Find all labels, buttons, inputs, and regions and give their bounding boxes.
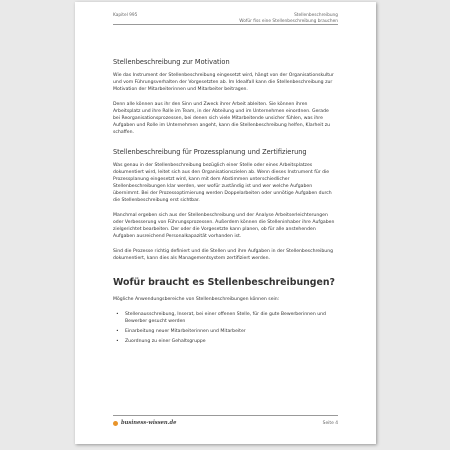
header-divider (113, 24, 338, 25)
section-heading-wofuer: Wofür braucht es Stellenbeschreibungen? (113, 277, 335, 288)
paragraph: Denn alle können aus ihr den Sinn und Zweck ihrer Arbeit ableiten. Sie können ihren Arbeitsplatz und ihre Rolle im Team, in der Abteilung und im Unternehmen einordnen. Gerade bei Reorganisationsprozessen, bei denen sich viele Mitarbeitende unsicher fühlen, was ihre Aufgaben und Rolle im Unternehmen angeht, kann die Stellenbeschreibung helfen, Klarheit zu schaffen. (113, 102, 331, 135)
paragraph: Was genau in der Stellenbeschreibung bezüglich einer Stelle oder eines Arbeitsplatzes dokumentiert wird, leitet sich aus den Organisationszielen ab. Wenn dieses Instrument für die Prozessplanung eingesetzt wird, kann mit dem Abstimmen unterschiedlicher Stellenbeschreibungen klar werden, wer wofür zuständig ist und wer welche Aufgaben übernimmt. Bei der Prozessoptimierung werden Doppelarbeiten oder unnötige Aufgaben durch die Stellenbeschreibung erst sichtbar. (113, 163, 332, 203)
header-title (239, 13, 338, 24)
section-heading-prozess: Stellenbeschreibung für Prozessplanung und Zertifizierung (113, 148, 307, 156)
header-chapter: Kapitel 995 (113, 13, 138, 18)
paragraph-intro: Mögliche Anwendungsbereiche von Stellenbeschreibungen können sein: (113, 297, 280, 302)
paragraph: Sind die Prozesse richtig definiert und die Stellen und ihre Aufgaben in der Stellenbeschreibung dokumentiert, kann dies als Managementsystem zertifiziert werden. (113, 249, 334, 261)
logo-dot-icon (113, 421, 118, 426)
bullet-list (113, 311, 336, 345)
document-page (75, 2, 376, 444)
header-title-line2: Wofür fiss eine Stellenbeschreibung brauchen (239, 18, 338, 24)
header-title-line1: Stellenbeschreibung (294, 13, 338, 18)
footer-logo (113, 420, 176, 426)
page-content (113, 58, 336, 348)
list-item: • Stellenausschreibung, Inserat, bei einer offenen Stelle, für die gute Bewerberinnen und Bewerber gesucht werden (113, 311, 336, 325)
footer-divider (113, 415, 338, 416)
paragraph: Manchmal ergeben sich aus der Stellenbeschreibung und der Analyse Arbeitserleichterungen oder Verbesserung von Führungsprozessen. Außerdem können die Stelleninhaber ihre Aufgaben zielgerichtet bearbeiten. Der oder die Vorgesetzte kann planen, ob für alle anstehenden Aufgaben ausreichend Personalkapazität vorhanden ist. (113, 213, 335, 239)
list-item: • Zuordnung zu einer Gehaltsgruppe (113, 338, 336, 345)
section-heading-motivation: Stellenbeschreibung zur Motivation (113, 58, 230, 66)
logo-text: business-wissen.de (121, 420, 177, 426)
paragraph: Wie das Instrument der Stellenbeschreibung eingesetzt wird, hängt von der Organisationskultur und vom Führungsverhalten der Vorgesetzten ab. Im Idealfall kann die Stellenbeschreibung zur Motivation der Mitarbeiterinnen und Mitarbeiter beitragen. (113, 73, 334, 92)
page-number: Seite 4 (322, 421, 338, 426)
list-item: • Einarbeitung neuer Mitarbeiterinnen und Mitarbeiter (113, 328, 336, 335)
